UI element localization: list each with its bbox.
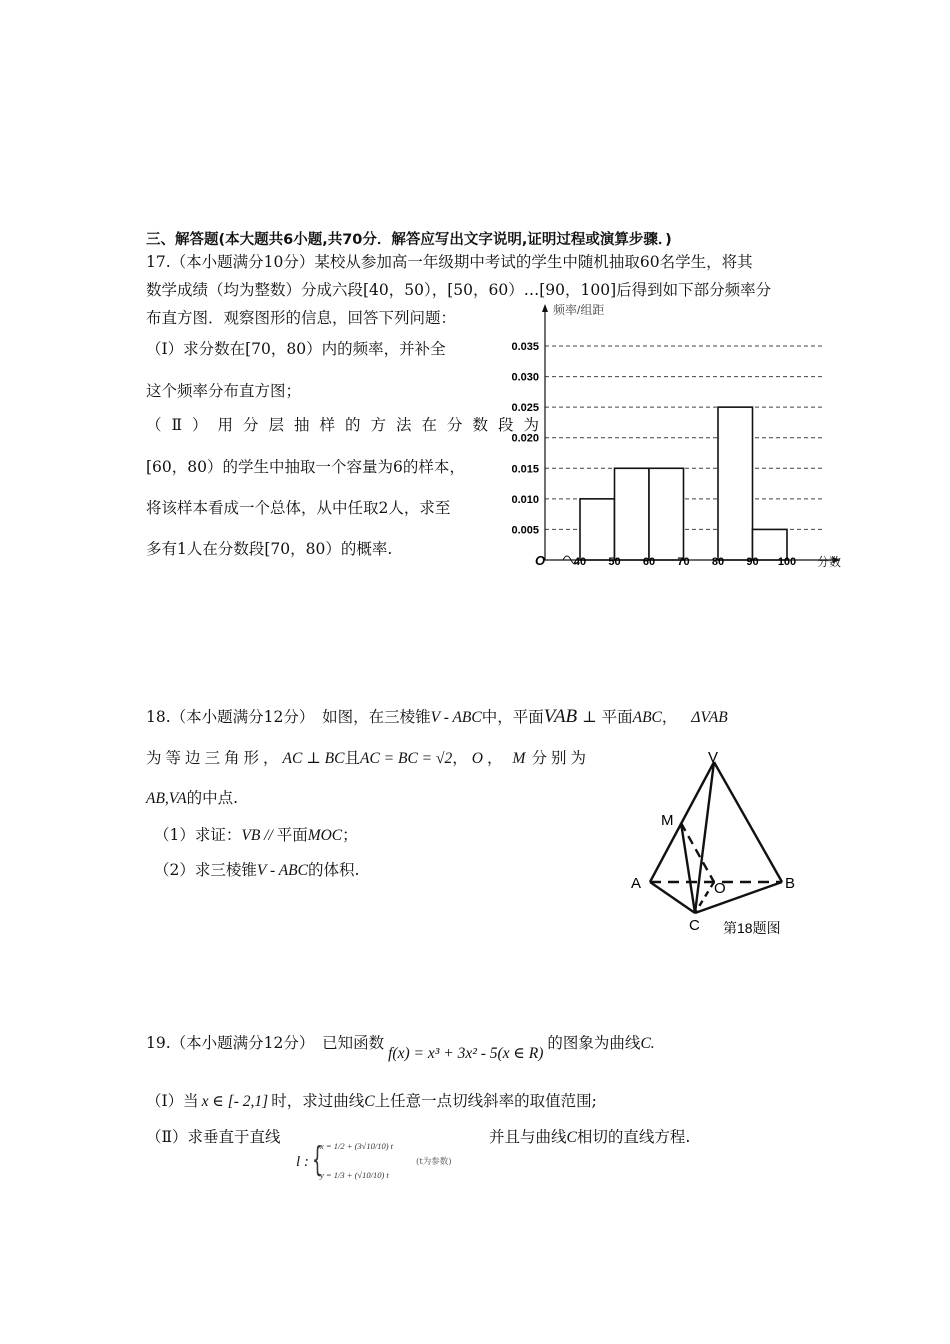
pyramid-figure (625, 745, 805, 940)
x-tick-label: 40 (573, 556, 587, 568)
edge-vc (695, 762, 714, 913)
label-b: B (785, 875, 796, 892)
q19-function: f(x) = x³ + 3x² - 5(x ∈ R) (388, 1045, 544, 1062)
q18-p2-math: V - ABC (256, 862, 308, 879)
q17-line3: 布直方图．观察图形的信息，回答下列问题： (146, 309, 457, 327)
q19-p1-text-a: （Ⅰ）当 (146, 1092, 199, 1110)
y-tick-label: 0.010 (511, 493, 539, 506)
edge-ac (650, 882, 695, 913)
q17-part2-b: [60，80）的学生中抽取一个容量为6的样本， (146, 458, 465, 476)
q19-p2-text-d: 相切的直线方程. (576, 1128, 691, 1146)
q19-p2-curve-c: C (566, 1129, 577, 1146)
q18-l1-math-vabc: V - ABC (430, 709, 482, 726)
q18-line3 (146, 788, 238, 809)
y-tick-label: 0.025 (511, 402, 539, 415)
y-axis-arrow (542, 304, 548, 312)
histogram-bar (649, 468, 684, 560)
q19-p1-text-b: 时，求过曲线 (271, 1092, 365, 1110)
x-axis-label: 分数 (817, 555, 842, 569)
q18-l2-math-perp: AC ⊥ BC (282, 750, 345, 767)
x-tick-label: 80 (711, 556, 725, 568)
label-c: C (689, 917, 700, 934)
q18-l1-text-c: ⊥ 平面 (577, 708, 633, 726)
y-tick-label: 0.030 (511, 371, 539, 384)
frequency-histogram (495, 298, 855, 578)
q19-l1-text-a: 19.（本小题满分12分） 已知函数 (146, 1034, 385, 1052)
q18-l2-math-eq: AC = BC = √2 (359, 750, 453, 767)
label-m: M (661, 812, 674, 829)
q18-l1-math-delta-vab: ΔVAB (691, 709, 728, 726)
q17-part1-b: 这个频率分布直方图； (146, 382, 302, 400)
edge-vb (714, 762, 782, 882)
q18-line1 (146, 707, 728, 728)
q19-param-y: y = 1/3 + (√10/10) t (320, 1170, 389, 1180)
q18-part1 (154, 825, 358, 846)
y-axis-label: 频率/组距 (553, 303, 605, 317)
q18-p1-math: VB // (241, 827, 277, 844)
label-v: V (708, 749, 719, 766)
q18-l3-math: AB,VA (146, 790, 187, 807)
q18-p1-text-c: ； (342, 826, 358, 844)
q18-l1-math-vab: VAB (543, 706, 578, 727)
q18-p1-text-b: 平面 (276, 826, 308, 844)
q19-part2-b (489, 1127, 690, 1148)
q18-l1-text-d: ， (661, 708, 678, 726)
q19-param-x: x = 1/2 + (3√10/10) t (320, 1141, 394, 1151)
q18-p2-text-a: （2）求三棱锥 (154, 861, 257, 879)
x-tick-label: 90 (746, 556, 759, 568)
q19-param-note: (t为参数) (416, 1157, 452, 1167)
q18-p1-text-a: （1）求证： (154, 826, 242, 844)
q18-l1-text-b: 中，平面 (481, 708, 544, 726)
figure-caption: 第18题图 (723, 920, 781, 936)
q19-line1 (146, 1033, 655, 1062)
histogram-bar (718, 407, 753, 560)
q17-part1-a: （Ⅰ）求分数在[70，80）内的频率，并补全 (146, 340, 446, 358)
q18-l1-text-a: 18.（本小题满分12分） 如图，在三棱锥 (146, 708, 431, 726)
label-o: O (714, 880, 726, 897)
q18-l2-math-o: O (471, 750, 483, 767)
q19-part1 (146, 1091, 597, 1112)
q18-p1-math-moc: MOC (307, 827, 343, 844)
section-header: 三、解答题(本大题共6小题,共70分．解答应写出文字说明,证明过程或演算步骤．) (146, 232, 672, 248)
y-tick-label: 0.015 (511, 463, 539, 476)
q19-l1-text-b: 的图象为曲线 (547, 1034, 641, 1052)
q17-part2-d: 多有1人在分数段[70，80）的概率. (146, 540, 393, 558)
histogram-bar (580, 499, 615, 560)
q19-parametric-line (296, 1138, 486, 1190)
q18-l2-text-b: 且 (344, 749, 360, 767)
q18-part2 (154, 860, 359, 881)
q18-line2 (146, 748, 590, 769)
q18-p2-text-b: 的体积. (307, 861, 360, 879)
y-tick-label: 0.005 (511, 524, 539, 537)
x-tick-label: 100 (777, 556, 797, 568)
x-tick-label: 70 (677, 556, 690, 568)
q17-part2-a: （Ⅱ）用分层抽样的方法在分数段为 (146, 416, 550, 434)
q17-part2-c: 将该样本看成一个总体，从中任取2人，求至 (146, 499, 451, 517)
origin-label: O (535, 553, 546, 568)
q19-p1-interval: x ∈ [- 2,1] (201, 1093, 269, 1110)
x-tick-label: 60 (642, 556, 656, 568)
q18-l1-math-abc: ABC (632, 709, 662, 726)
y-tick-label: 0.020 (511, 432, 539, 445)
q19-part2-a: （Ⅱ）求垂直于直线 (146, 1128, 281, 1146)
q18-l2-math-m: M (512, 750, 526, 767)
histogram-bar (615, 468, 650, 560)
q18-l2-text-a: 为等边三角形， (146, 749, 283, 767)
q18-l2-text-e: 分别为 (531, 749, 590, 767)
q18-l2-text-c: ， (452, 749, 468, 767)
q17-line2: 数学成绩（均为整数）分成六段[40，50），[50，60）…[90，100]后得到如下部分频率分 (146, 281, 772, 299)
q19-p1-text-d: 上任意一点切线斜率的取值范围; (374, 1092, 597, 1110)
q19-p2-text-b: 并且与曲线 (489, 1128, 567, 1146)
q17-line1: 17.（本小题满分10分）某校从参加高一年级期中考试的学生中随机抽取60名学生，将其 (146, 253, 753, 271)
q18-l2-text-d: ， (487, 749, 503, 767)
x-tick-label: 50 (608, 556, 621, 568)
q19-l1-curve-c: C. (640, 1035, 655, 1052)
y-tick-label: 0.035 (511, 341, 539, 353)
edge-bc (695, 882, 782, 913)
q19-line-l-label: l : (296, 1154, 309, 1170)
q19-brace: { (312, 1140, 323, 1180)
q18-l3-text: 的中点. (186, 789, 239, 807)
q19-p1-curve-c: C (364, 1093, 375, 1110)
label-a: A (631, 875, 642, 892)
